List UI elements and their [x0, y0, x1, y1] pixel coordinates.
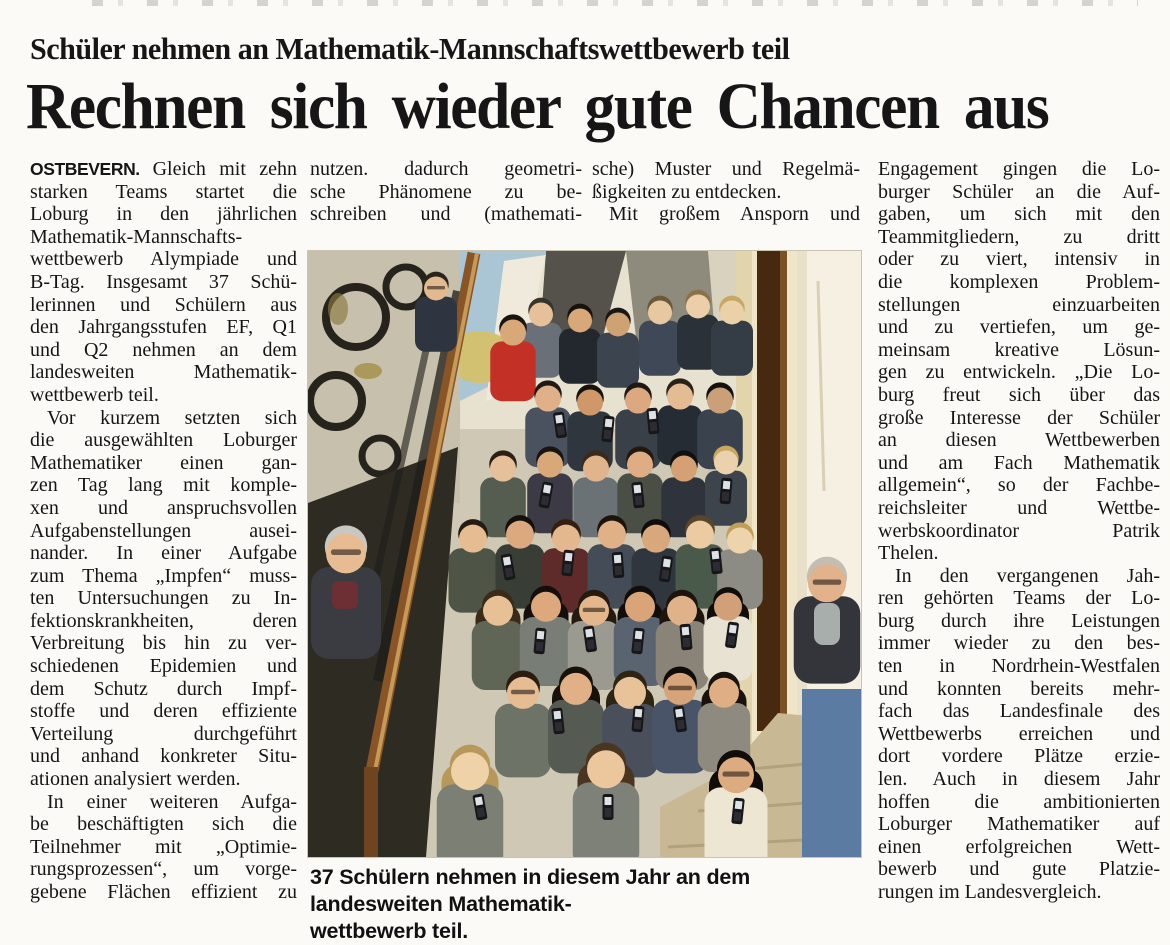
body-line: Mathematik-Mannschafts- — [30, 225, 243, 248]
body-line: ßigkeiten zu entdecken. — [592, 180, 782, 203]
body-line: starken Teams startet die — [30, 180, 297, 203]
body-line: In den vergangenen Jah- — [895, 564, 1160, 587]
body-line: gebene Flächen effizient zu — [30, 881, 297, 903]
body-line: immer wieder zu den bes- — [878, 632, 1160, 655]
location-lead: OSTBEVERN. — [30, 159, 153, 179]
body-column-1 — [30, 158, 297, 904]
body-line: Mathematiker einen gan- — [30, 451, 297, 474]
body-line: zen Tag lang mit komple- — [30, 474, 297, 497]
body-line: stoffe und deren effiziente — [30, 700, 297, 723]
body-line: be beschäftigten sich die — [30, 813, 297, 836]
body-line: Aufgabenstellungen ausei- — [30, 519, 297, 542]
body-line: rungsprozessen“, um vorge- — [30, 858, 297, 881]
body-line: len. Auch in diesem Jahr — [878, 768, 1160, 791]
body-line: Engagement gingen die Lo- — [878, 158, 1160, 180]
body-line: Verteilung durchgeführt — [30, 722, 297, 745]
body-line: den Jahrgangsstufen EF, Q1 — [30, 316, 297, 339]
body-line: Teilnehmer mit „Optimie- — [30, 835, 297, 858]
body-line: burg durch ihre Leistungen — [878, 609, 1160, 632]
article-headline: Rechnen sich wieder gute Chancen aus — [26, 70, 1049, 143]
body-line: Mit großem Ansporn und — [609, 203, 860, 226]
body-line: burg freut sich über das — [878, 383, 1160, 406]
body-line: allgemein“, so der Fachbe- — [878, 474, 1160, 497]
body-line: B-Tag. Insgesamt 37 Schü- — [30, 270, 297, 293]
body-line: OSTBEVERN. Gleich mit zehn — [30, 158, 297, 180]
body-line: rungen im Landesvergleich. — [878, 881, 1102, 903]
body-line: schreiben und (mathemati- — [310, 203, 582, 226]
body-line: In einer weiteren Aufga- — [47, 790, 297, 813]
body-line: xen und anspruchsvollen — [30, 496, 297, 519]
body-line: burger Schüler an die Auf- — [878, 180, 1160, 203]
body-line: Wettbewerbs erreichen und — [878, 722, 1160, 745]
body-line: große Interesse der Schüler — [878, 406, 1160, 429]
body-line: und Q2 nehmen an dem — [30, 338, 297, 361]
body-line: ationen analysiert werden. — [30, 768, 241, 791]
body-line: fach das Landesfinale des — [878, 700, 1160, 723]
body-line: dort vordere Plätze erzie- — [878, 745, 1160, 768]
body-line: ren gehörten Teams der Lo- — [878, 587, 1160, 610]
body-line: landesweiten Mathematik- — [30, 361, 297, 384]
article-photo — [308, 251, 861, 857]
body-line: ten Untersuchungen zu In- — [30, 587, 297, 610]
body-line: Teammitgliedern, zu dritt — [878, 225, 1160, 248]
body-line: sche) Muster und Regelmä- — [592, 158, 860, 180]
body-line: und konnten bereits mehr- — [878, 677, 1160, 700]
body-line: zum Thema „Impfen“ muss- — [30, 564, 297, 587]
body-line: hoffen die ambitionierten — [878, 790, 1160, 813]
body-line: dem Schutz durch Impf- — [30, 677, 297, 700]
body-column-3 — [592, 158, 860, 226]
body-line: sche Phänomene zu be- — [310, 180, 582, 203]
page-crop-artifact — [92, 0, 1138, 6]
body-line: wettbewerb Alympiade und — [30, 248, 297, 271]
body-line: und anhand konkreter Situ- — [30, 745, 297, 768]
body-line: gen zu entwickeln. „Die Lo- — [878, 361, 1160, 384]
body-line: fektionskrankheiten, deren — [30, 609, 297, 632]
body-line: meinsam kreative Lösun- — [878, 338, 1160, 361]
body-column-4 — [878, 158, 1160, 904]
body-line: Vor kurzem setzten sich — [47, 406, 297, 429]
body-line: wettbewerb teil. — [30, 383, 159, 406]
body-line: lerinnen und Schülern aus — [30, 293, 297, 316]
body-line: Thelen. — [878, 542, 939, 565]
body-line: reichsleiter und Wettbe- — [878, 496, 1160, 519]
body-line: stellungen einzuarbeiten — [878, 293, 1160, 316]
body-line: schiedenen Epidemien und — [30, 655, 297, 678]
article-kicker: Schüler nehmen an Mathematik-Mannschaftswettbewerb teil — [30, 31, 790, 66]
body-line: oder zu viert, intensiv in — [878, 248, 1160, 271]
body-line: und am Fach Mathematik — [878, 451, 1160, 474]
caption-line: wettbewerb teil. — [310, 919, 469, 943]
body-line: nander. In einer Aufgabe — [30, 542, 297, 565]
body-line: ten in Nordrhein-Westfalen — [878, 655, 1160, 678]
body-line: werbskoordinator Patrik — [878, 519, 1160, 542]
body-line: an diesen Wettbewerben — [878, 429, 1160, 452]
caption-line: 37 Schülern nehmen in diesem Jahr an dem landesweiten Mathematik- — [310, 865, 751, 916]
photo-caption — [310, 864, 876, 945]
body-line: einen erfolgreichen Wett- — [878, 835, 1160, 858]
body-line: Loburg in den jährlichen — [30, 203, 297, 226]
body-line: Verbreitung bis hin zu ver- — [30, 632, 297, 655]
body-line: bewerb und gute Platzie- — [878, 858, 1160, 881]
photo-illustration — [308, 251, 861, 857]
body-line: Loburger Mathematiker auf — [878, 813, 1160, 836]
body-column-2 — [310, 158, 582, 226]
body-line: und zu vertiefen, um ge- — [878, 316, 1160, 339]
body-line: die komplexen Problem- — [878, 270, 1160, 293]
body-line: die ausgewählten Loburger — [30, 429, 297, 452]
body-line: nutzen. dadurch geometri- — [310, 158, 582, 180]
body-line: gaben, um sich mit den — [878, 203, 1160, 226]
